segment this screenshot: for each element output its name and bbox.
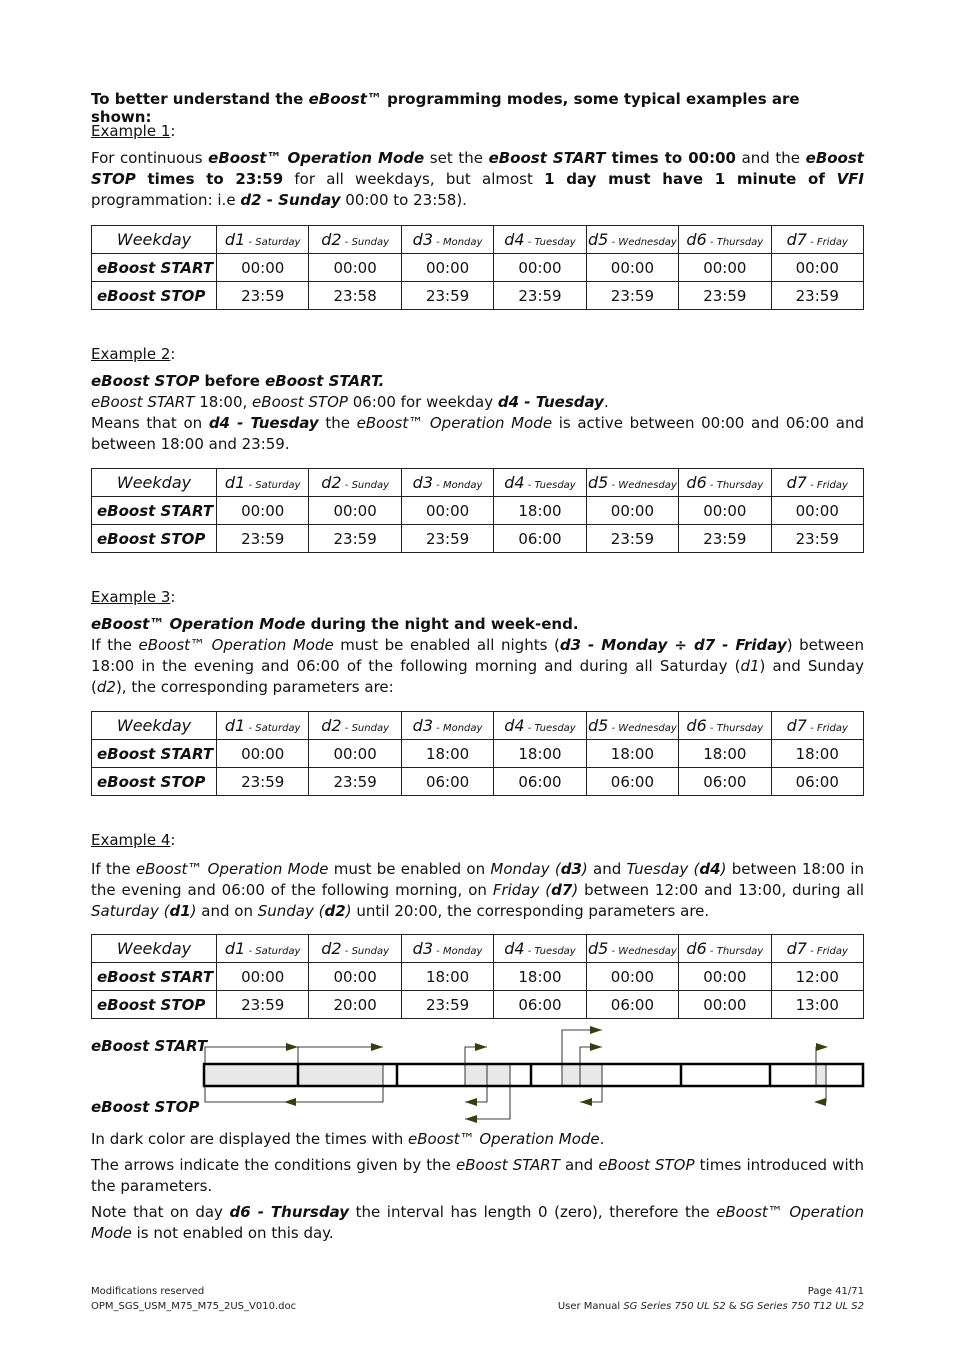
arrowhead <box>465 1098 477 1106</box>
time-cell: 23:59 <box>217 525 309 553</box>
time-cell: 23:59 <box>401 282 493 310</box>
note-arrows <box>91 1155 864 1197</box>
arrowhead <box>580 1098 592 1106</box>
row-label-stop: eBoost STOP <box>92 525 217 553</box>
day-name: - Tuesday <box>524 237 576 248</box>
time-cell: 00:00 <box>217 740 309 768</box>
day-name: - Friday <box>806 480 848 491</box>
text-run: times to 00:00 <box>605 149 736 167</box>
text-run: ) and Sunday ( <box>91 657 865 696</box>
text-run: ) <box>581 860 588 878</box>
text-run: d2 <box>324 902 346 920</box>
text-run: eBoost STOP <box>598 1156 695 1174</box>
time-cell: 00:00 <box>309 963 401 991</box>
day-name: - Saturday <box>245 237 301 248</box>
day-name: - Wednesday <box>608 946 677 957</box>
text-run: d4 - Tuesday <box>208 414 319 432</box>
day-name: - Saturday <box>245 946 301 957</box>
day-name: - Sunday <box>341 237 389 248</box>
row-label-stop: eBoost STOP <box>92 282 217 310</box>
text-run: must be enabled on <box>328 860 491 878</box>
day-number: d6 <box>686 230 707 249</box>
row-label-start: eBoost START <box>92 740 217 768</box>
text-run: is not enabled on this day. <box>131 1224 334 1242</box>
time-cell: 00:00 <box>586 497 678 525</box>
day-name: - Wednesday <box>608 237 677 248</box>
colon: : <box>170 122 176 140</box>
time-cell: 00:00 <box>679 497 771 525</box>
text-run: If the <box>91 860 136 878</box>
text-run: before <box>199 372 266 390</box>
arrowhead <box>814 1098 826 1106</box>
day-number: d4 <box>504 939 525 958</box>
weekday-header: Weekday <box>92 226 217 254</box>
day-number: d2 <box>321 473 342 492</box>
time-cell: 00:00 <box>679 963 771 991</box>
arrowhead <box>286 1043 298 1051</box>
day-name: - Wednesday <box>608 480 677 491</box>
time-cell: 23:59 <box>217 768 309 796</box>
text-run: ) <box>572 881 579 899</box>
day-number: d6 <box>686 716 707 735</box>
intro-part: To better understand the <box>91 90 309 108</box>
day-number: d1 <box>224 716 246 735</box>
text-run: during the night and week-end. <box>305 615 579 633</box>
time-cell: 06:00 <box>494 991 586 1019</box>
colon: : <box>170 588 176 606</box>
text-run: eBoost START <box>488 149 606 167</box>
day-number: d3 <box>412 473 433 492</box>
time-cell: 00:00 <box>309 740 401 768</box>
text-run: If the <box>91 636 139 654</box>
time-cell: 00:00 <box>309 497 401 525</box>
arrowhead <box>465 1115 477 1123</box>
time-cell: 00:00 <box>679 254 771 282</box>
time-cell: 23:59 <box>494 282 586 310</box>
time-cell: 06:00 <box>771 768 863 796</box>
text-run: VFI <box>836 170 864 188</box>
day-name: - Sunday <box>341 946 389 957</box>
text-run: d6 - Thursday <box>229 1203 350 1221</box>
row-label-stop: eBoost STOP <box>92 768 217 796</box>
text-run: Note that on day <box>91 1203 230 1221</box>
text-run: ) between 18:00 in the evening and 06:00 of the following morning and during all Saturday ( <box>91 636 865 675</box>
time-cell: 12:00 <box>771 963 863 991</box>
timeline-active-d3-d4 <box>465 1065 510 1085</box>
time-cell: 00:00 <box>494 254 586 282</box>
row-label-start: eBoost START <box>92 497 217 525</box>
day-name: - Monday <box>433 946 483 957</box>
text-run: SG Series 750 T12 UL S2 <box>739 1301 864 1312</box>
row-label-stop: eBoost STOP <box>92 991 217 1019</box>
text-run: ), the corresponding parameters are: <box>115 678 394 696</box>
day-number: d5 <box>588 473 609 492</box>
day-number: d7 <box>786 230 807 249</box>
timeline-active-d1 <box>205 1065 298 1085</box>
text-run: d4 <box>699 860 721 878</box>
day-number: d1 <box>224 939 246 958</box>
day-name: - Thursday <box>706 480 764 491</box>
time-cell: 23:58 <box>309 282 401 310</box>
day-number: d4 <box>504 230 525 249</box>
time-cell: 23:59 <box>309 525 401 553</box>
time-cell: 18:00 <box>679 740 771 768</box>
text-run: ) <box>190 902 197 920</box>
text-run: Means that on <box>91 414 209 432</box>
text-run: . <box>599 1130 605 1148</box>
time-cell: 23:59 <box>217 991 309 1019</box>
day-name: - Sunday <box>341 480 389 491</box>
day-name: - Friday <box>806 946 848 957</box>
arrowhead <box>816 1043 828 1051</box>
time-cell: 06:00 <box>679 768 771 796</box>
text-run: d2 - Sunday <box>240 191 341 209</box>
time-cell: 00:00 <box>586 254 678 282</box>
arrowhead <box>590 1026 602 1034</box>
day-name: - Monday <box>433 480 483 491</box>
text-run: until 20:00, the corresponding parameters are. <box>351 902 710 920</box>
text-run: and on <box>196 902 258 920</box>
text-run: d3 - Monday ÷ d7 - Friday <box>559 636 787 654</box>
footer-page-number: Page 41/71 <box>807 1286 864 1297</box>
weekday-header: Weekday <box>92 469 217 497</box>
day-number: d4 <box>504 716 525 735</box>
text-run: SG Series 750 UL S2 <box>623 1301 726 1312</box>
text-run: eBoost STOP <box>91 149 864 188</box>
text-run: the <box>318 414 357 432</box>
time-cell: 23:59 <box>771 525 863 553</box>
day-number: d3 <box>412 939 433 958</box>
text-run: & <box>725 1301 740 1312</box>
time-cell: 06:00 <box>494 768 586 796</box>
example-title-text: Example 2 <box>91 345 171 363</box>
time-cell: 23:59 <box>586 282 678 310</box>
colon: : <box>170 831 176 849</box>
text-run: 1 day must have 1 minute of <box>544 170 837 188</box>
day-number: d1 <box>224 473 246 492</box>
text-run: and <box>587 860 627 878</box>
day-number: d3 <box>412 716 433 735</box>
text-run: between 18:00 in the evening and 06:00 of the following morning, on <box>91 860 864 899</box>
text-run: eBoost™ Operation Mode <box>208 149 425 167</box>
text-run: d2 <box>96 678 116 696</box>
arrowhead <box>371 1043 383 1051</box>
text-run: ) <box>720 860 727 878</box>
time-cell: 00:00 <box>401 497 493 525</box>
intro-part: eBoost™ <box>308 90 382 108</box>
day-name: - Thursday <box>706 237 764 248</box>
day-number: d6 <box>686 473 707 492</box>
timeline-start-label: eBoost START <box>91 1037 208 1055</box>
footer-modifications: Modifications reserved <box>91 1286 205 1297</box>
text-run: eBoost™ Operation Mode <box>408 1130 600 1148</box>
text-run: and the <box>735 149 806 167</box>
day-number: d2 <box>321 230 342 249</box>
day-number: d5 <box>588 716 609 735</box>
weekday-header: Weekday <box>92 712 217 740</box>
stop-arrows <box>205 1086 826 1119</box>
day-number: d7 <box>786 473 807 492</box>
time-cell: 23:59 <box>679 525 771 553</box>
footer-right <box>558 1284 864 1314</box>
footer-manual-title <box>558 1299 864 1314</box>
time-cell: 23:59 <box>771 282 863 310</box>
day-name: - Saturday <box>245 723 301 734</box>
day-name: - Wednesday <box>608 723 677 734</box>
day-number: d7 <box>786 939 807 958</box>
text-run: Tuesday ( <box>626 860 700 878</box>
start-arrows <box>205 1030 826 1064</box>
day-name: - Thursday <box>706 723 764 734</box>
notes-section <box>91 1129 864 1244</box>
text-run: Friday ( <box>492 881 552 899</box>
text-run: eBoost™ Operation Mode <box>91 1203 864 1242</box>
time-cell: 20:00 <box>309 991 401 1019</box>
day-number: d2 <box>321 716 342 735</box>
day-number: d6 <box>686 939 707 958</box>
text-run: The arrows indicate the conditions given by the <box>91 1156 457 1174</box>
arrowhead <box>284 1098 296 1106</box>
time-cell: 23:59 <box>679 282 771 310</box>
time-cell: 18:00 <box>494 497 586 525</box>
example-title-text: Example 3 <box>91 588 171 606</box>
text-run: times introduced with the parameters. <box>91 1156 865 1195</box>
day-number: d4 <box>504 473 525 492</box>
time-cell: 18:00 <box>494 963 586 991</box>
text-run: between 12:00 and 13:00, during all <box>578 881 864 899</box>
time-cell: 13:00 <box>771 991 863 1019</box>
time-cell: 00:00 <box>771 254 863 282</box>
text-run: Saturday ( <box>91 902 170 920</box>
text-run: the interval has length 0 (zero), therefore the <box>349 1203 717 1221</box>
time-cell: 06:00 <box>401 768 493 796</box>
text-run: User Manual <box>557 1301 624 1312</box>
text-run: set the <box>424 149 489 167</box>
day-number: d3 <box>412 230 433 249</box>
text-run: For continuous <box>91 149 209 167</box>
text-run: In dark color are displayed the times with <box>91 1130 408 1148</box>
timeline-active-d4-d5 <box>562 1065 602 1085</box>
text-run: programmation: i.e <box>91 191 241 209</box>
text-run: eBoost™ Operation Mode <box>91 615 306 633</box>
start-arrow-d1 <box>205 1047 298 1064</box>
text-run: 00:00 to 23:58). <box>340 191 467 209</box>
time-cell: 06:00 <box>586 768 678 796</box>
text-run: d7 <box>551 881 573 899</box>
text-run: must be enabled all nights ( <box>333 636 560 654</box>
text-run: d4 - Tuesday <box>497 393 604 411</box>
day-name: - Tuesday <box>524 723 576 734</box>
time-cell: 00:00 <box>679 991 771 1019</box>
time-cell: 00:00 <box>217 963 309 991</box>
day-name: - Sunday <box>341 723 389 734</box>
timeline-active-d7 <box>816 1065 826 1085</box>
row-label-start: eBoost START <box>92 963 217 991</box>
time-cell: 23:59 <box>217 282 309 310</box>
text-run: eBoost™ Operation Mode <box>135 860 329 878</box>
text-run: d1 <box>169 902 191 920</box>
time-cell: 18:00 <box>771 740 863 768</box>
text-run: eBoost STOP <box>91 372 200 390</box>
time-cell: 18:00 <box>401 740 493 768</box>
colon: : <box>170 345 176 363</box>
time-cell: 00:00 <box>401 254 493 282</box>
note-thursday <box>91 1202 864 1244</box>
day-name: - Saturday <box>245 480 301 491</box>
timeline-active-d2 <box>298 1065 383 1085</box>
timeline-interval-edges <box>383 1064 826 1086</box>
day-number: d5 <box>588 939 609 958</box>
text-run: 06:00 for weekday <box>347 393 498 411</box>
day-name: - Monday <box>433 237 483 248</box>
text-run: d1 <box>740 657 760 675</box>
example-title-text: Example 4 <box>91 831 171 849</box>
time-cell: 06:00 <box>494 525 586 553</box>
day-number: d5 <box>588 230 609 249</box>
footer-doc-id: OPM_SGS_USM_M75_M75_2US_V010.doc <box>91 1301 297 1312</box>
time-cell: 00:00 <box>771 497 863 525</box>
day-number: d7 <box>786 716 807 735</box>
day-name: - Monday <box>433 723 483 734</box>
timeline-stop-label: eBoost STOP <box>91 1098 200 1116</box>
time-cell: 23:59 <box>586 525 678 553</box>
day-number: d1 <box>224 230 246 249</box>
text-run: eBoost STOP <box>252 393 348 411</box>
time-cell: 06:00 <box>586 991 678 1019</box>
text-run: . <box>603 393 609 411</box>
text-run: d3 <box>560 860 582 878</box>
example-title-text: Example 1 <box>91 122 171 140</box>
text-run: is active between 00:00 and 06:00 and between 18:00 and 23:59. <box>91 414 864 453</box>
note-dark-color <box>91 1129 864 1150</box>
day-name: - Thursday <box>706 946 764 957</box>
day-name: - Tuesday <box>524 480 576 491</box>
text-run: times to 23:59 <box>135 170 284 188</box>
time-cell: 00:00 <box>217 254 309 282</box>
text-run: eBoost™ Operation Mode <box>356 414 553 432</box>
start-arrow-d2 <box>298 1047 383 1064</box>
time-cell: 18:00 <box>401 963 493 991</box>
row-label-start: eBoost START <box>92 254 217 282</box>
text-run: eBoost™ Operation Mode <box>138 636 334 654</box>
arrowhead <box>475 1043 487 1051</box>
time-cell: 23:59 <box>309 768 401 796</box>
text-run: eBoost START <box>456 1156 560 1174</box>
text-run: Monday ( <box>490 860 561 878</box>
time-cell: 18:00 <box>494 740 586 768</box>
day-name: - Friday <box>806 237 848 248</box>
day-number: d2 <box>321 939 342 958</box>
weekday-header: Weekday <box>92 935 217 963</box>
time-cell: 18:00 <box>586 740 678 768</box>
time-cell: 23:59 <box>401 525 493 553</box>
day-name: - Friday <box>806 723 848 734</box>
text-run: eBoost START <box>91 393 195 411</box>
text-run: for all weekdays, but almost <box>283 170 545 188</box>
text-run: Sunday ( <box>257 902 325 920</box>
text-run: ) <box>345 902 352 920</box>
text-run: and <box>559 1156 599 1174</box>
time-cell: 00:00 <box>217 497 309 525</box>
footer-left <box>91 1284 296 1314</box>
day-name: - Tuesday <box>524 946 576 957</box>
text-run: 18:00, <box>194 393 253 411</box>
time-cell: 23:59 <box>401 991 493 1019</box>
arrowhead <box>590 1043 602 1051</box>
text-run: eBoost START. <box>265 372 385 390</box>
time-cell: 00:00 <box>309 254 401 282</box>
intro-part: programming modes, some typical examples are shown: <box>91 90 800 126</box>
time-cell: 00:00 <box>586 963 678 991</box>
